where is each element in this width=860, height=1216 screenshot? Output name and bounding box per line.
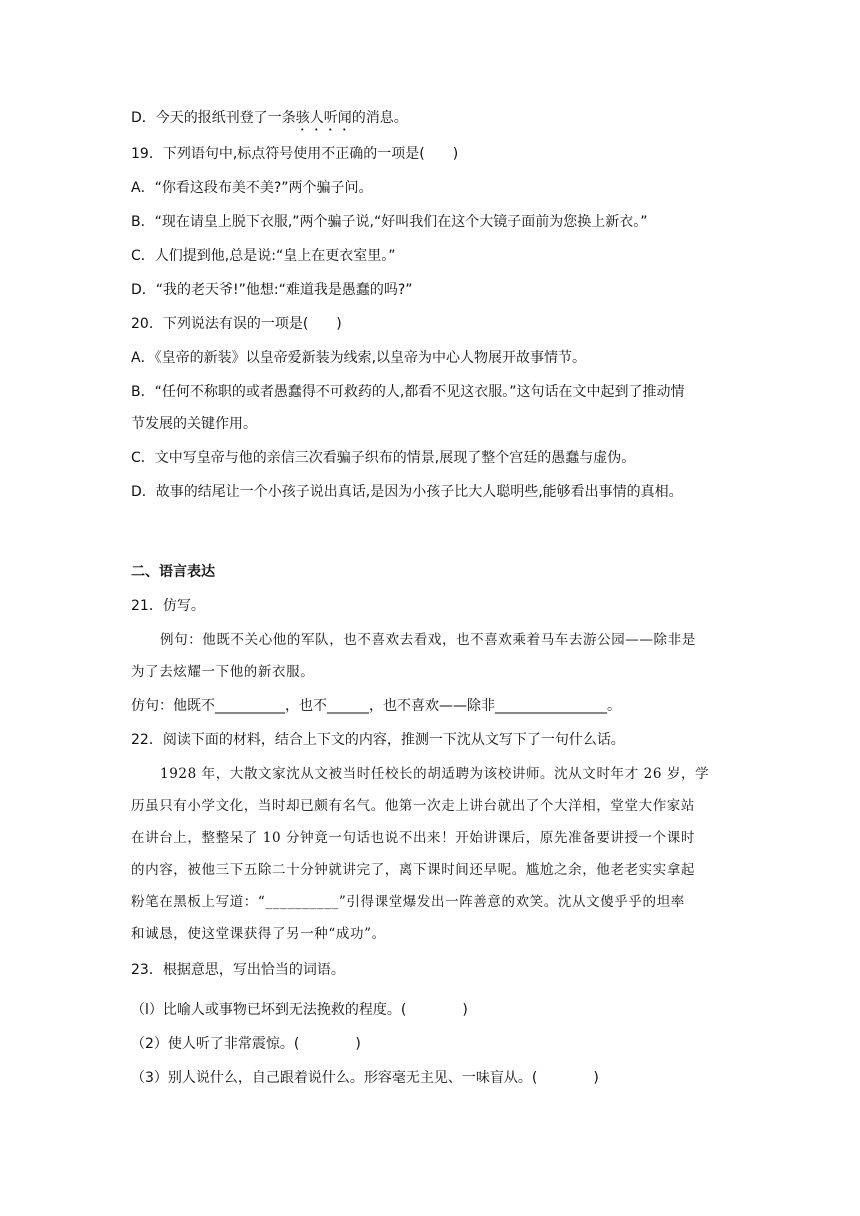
q22-passage-line2: 历虽只有小学文化，当时却已颇有名气。他第一次走上讲台就出了个大洋相，堂堂大作家站 xyxy=(131,798,695,814)
q23-item-3: （3）别人说什么，自己跟着说什么。形容毫无主见、一味盲从。( ) xyxy=(131,1070,599,1086)
q23-stem: 23．根据意思，写出恰当的词语。 xyxy=(131,962,345,978)
q19-option-b: B．“现在请皇上脱下衣服,”两个骗子说,“好叫我们在这个大镜子面前为您换上新衣。” xyxy=(131,214,648,230)
q22-passage-line6: 和诚恳，使这堂课获得了另一种“成功”。 xyxy=(131,926,386,942)
q20-option-d: D．故事的结尾让一个小孩子说出真话,是因为小孩子比大人聪明些,能够看出事情的真相。 xyxy=(131,484,683,500)
q19-option-c: C．人们提到他,总是说:“皇上在更衣室里。” xyxy=(131,248,396,264)
q22-passage-line3: 在讲台上，整整呆了 10 分钟竟一句话也说不出来！开始讲课后，原先准备要讲授一个课时 xyxy=(131,830,695,846)
q21-stem: 21．仿写。 xyxy=(131,598,205,614)
q23-item-1: （l）比喻人或事物已坏到无法挽救的程度。( ) xyxy=(131,1002,468,1018)
q22-stem: 22．阅读下面的材料，结合上下文的内容，推测一下沈从文写下了一句什么话。 xyxy=(131,732,625,748)
q18-option-d-dotted: 骇人听闻 xyxy=(295,110,352,126)
q21-example-line1: 例句：他既不关心他的军队，也不喜欢去看戏，也不喜欢乘着马车去游公园——除非是 xyxy=(160,632,696,648)
q20-stem: 20．下列说法有误的一项是( ) xyxy=(131,316,342,332)
q21-example-line2: 为了去炫耀一下他的新衣服。 xyxy=(131,664,315,680)
q22-passage-line4: 的内容，被他三下五除二十分钟就讲完了，离下课时间还早呢。尴尬之余，他老老实实拿起 xyxy=(131,862,695,878)
q20-option-b-line1: B．“任何不称职的或者愚蠢得不可救药的人,都看不见这衣服。”这句话在文中起到了推动情 xyxy=(131,384,685,400)
q20-option-b-line2: 节发展的关键作用。 xyxy=(131,416,257,432)
q23-item-2: （2）使人听了非常震惊。( ) xyxy=(131,1036,361,1052)
q18-option-d-pre: D．今天的报纸刊登了一条 xyxy=(131,110,296,126)
q22-passage-line5: 粉笔在黑板上写道：“__________”引得课堂爆发出一阵善意的欢笑。沈从文傻乎乎的坦率 xyxy=(131,894,685,910)
q19-stem: 19．下列语句中,标点符号使用不正确的一项是( ) xyxy=(131,146,459,162)
q18-option-d xyxy=(131,108,731,134)
q20-option-a: A．《皇帝的新装》以皇帝爱新装为线索,以皇帝为中心人物展开故事情节。 xyxy=(131,350,587,366)
q20-option-c: C．文中写皇帝与他的亲信三次看骗子织布的情景,展现了整个宫廷的愚蠢与虚伪。 xyxy=(131,450,636,466)
q18-option-d-post: 的消息。 xyxy=(351,110,408,126)
q19-option-d: D．“我的老天爷!”他想:“难道我是愚蠢的吗?” xyxy=(131,282,413,298)
section-heading: 二、语言表达 xyxy=(131,564,215,580)
q21-imitation: 仿句：他既不__________，也不______，也不喜欢——除非________________。 xyxy=(131,698,621,714)
q22-passage-line1: 1928 年，大散文家沈从文被当时任校长的胡适聘为该校讲师。沈从文时年才 26 岁，学 xyxy=(160,766,710,782)
q19-option-a: A．“你看这段布美不美?”两个骗子问。 xyxy=(131,180,373,196)
